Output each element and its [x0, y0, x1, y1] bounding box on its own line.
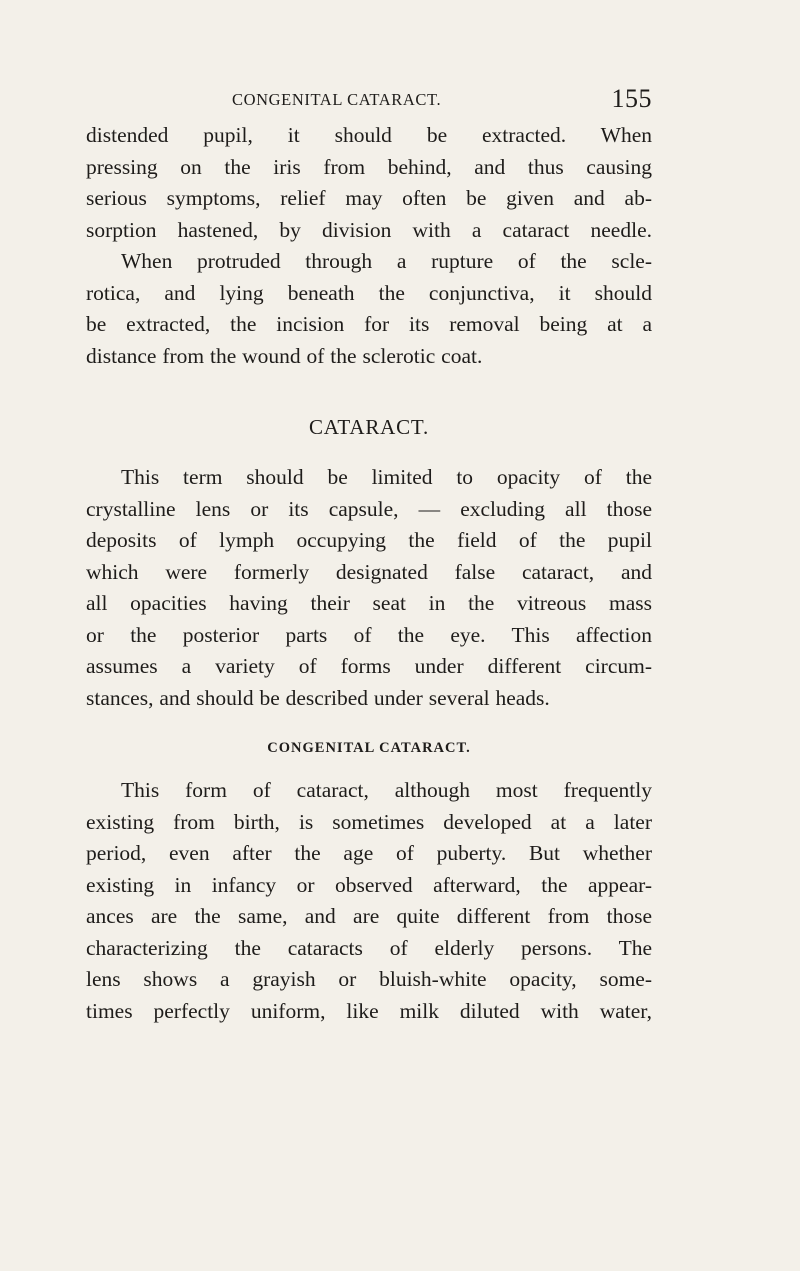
book-page	[86, 84, 652, 1027]
paragraph-cataract-definition	[86, 462, 652, 714]
paragraph-congenital-cataract	[86, 775, 652, 1027]
text-line: characterizing the cataracts of elderly persons. The	[86, 935, 652, 960]
text-line: times perfectly uniform, like milk diluted with water,	[86, 998, 652, 1023]
text-line: or the posterior parts of the eye. This affection	[86, 622, 652, 647]
text-line: distance from the wound of the sclerotic coat.	[86, 343, 483, 368]
text-line: assumes a variety of forms under different circum-	[86, 654, 652, 678]
text-line: stances, and should be described under several heads.	[86, 685, 550, 710]
text-line: be extracted, the incision for its removal being at a	[86, 312, 652, 336]
page-number: 155	[611, 84, 652, 113]
section-heading-congenital-cataract: CONGENITAL CATARACT.	[267, 740, 471, 756]
running-head-title: CONGENITAL CATARACT.	[232, 90, 442, 109]
text-line: crystalline lens or its capsule, — excluding all those	[86, 496, 652, 521]
text-line: which were formerly designated false cataract, and	[86, 559, 652, 584]
text-line: all opacities having their seat in the vitreous mass	[86, 591, 652, 615]
section-heading-cataract: CATARACT.	[308, 415, 430, 439]
text-line: This term should be limited to opacity of the	[121, 465, 652, 489]
text-line: distended pupil, it should be extracted. When	[86, 123, 652, 147]
text-line: lens shows a grayish or bluish-white opacity, some-	[86, 967, 652, 991]
text-line: sorption hastened, by division with a cataract needle.	[86, 217, 652, 242]
text-line: existing in infancy or observed afterward, the appear-	[86, 872, 652, 897]
text-line: serious symptoms, relief may often be given and ab-	[86, 186, 652, 210]
text-line: existing from birth, is sometimes developed at a later	[86, 809, 652, 834]
text-line: rotica, and lying beneath the conjunctiva, it should	[86, 280, 652, 305]
text-line: When protruded through a rupture of the scle-	[121, 249, 652, 273]
text-line: deposits of lymph occupying the field of the pupil	[86, 528, 652, 552]
text-line: ances are the same, and are quite different from those	[86, 904, 652, 928]
paragraph-extraction	[86, 120, 652, 372]
text-line: period, even after the age of puberty. But whether	[86, 841, 652, 865]
text-line: pressing on the iris from behind, and thus causing	[86, 154, 652, 179]
running-head	[86, 84, 652, 118]
text-line: This form of cataract, although most frequently	[121, 778, 652, 802]
